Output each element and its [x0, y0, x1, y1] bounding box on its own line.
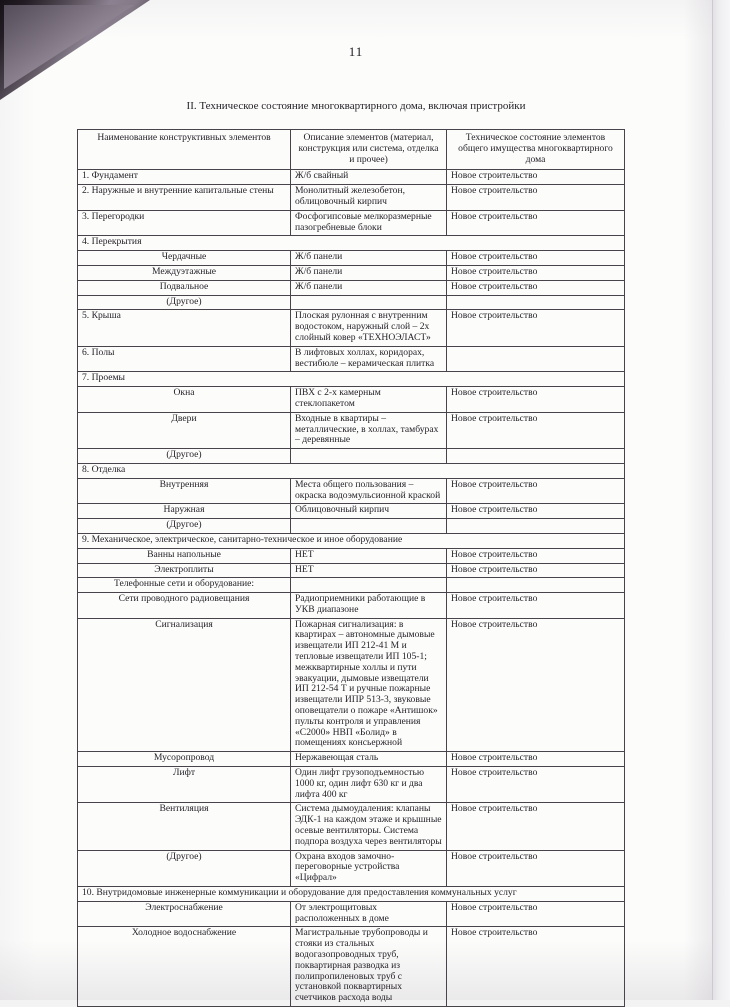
- table-row: [78, 519, 625, 534]
- section-row: [78, 236, 625, 251]
- element-description-cell: НЕТ: [291, 548, 447, 563]
- element-status-cell: [447, 578, 625, 593]
- table-row: [78, 548, 625, 563]
- table-row: [78, 927, 625, 1007]
- section-row: [78, 533, 625, 548]
- table-row: [78, 618, 625, 752]
- table-row: [78, 449, 625, 464]
- element-name-cell: Сигнализация: [78, 618, 291, 752]
- element-status-cell: Новое строительство: [447, 850, 625, 886]
- column-header-technical-state: Техническое состояние элементов общего имущества многоквартирного дома: [447, 130, 625, 170]
- element-description-cell: Нержавеющая сталь: [291, 752, 447, 767]
- table-row: [78, 210, 625, 236]
- element-description-cell: [291, 449, 447, 464]
- element-description-cell: Ж/б свайный: [291, 170, 447, 185]
- element-name-cell: 5. Крыша: [78, 310, 291, 346]
- table-row: [78, 578, 625, 593]
- element-name-cell: Ванны напольные: [78, 548, 291, 563]
- element-status-cell: [447, 346, 625, 372]
- element-name-cell: (Другое): [78, 449, 291, 464]
- section-row: [78, 463, 625, 478]
- element-name-cell: Мусоропровод: [78, 752, 291, 767]
- element-name-cell: 2. Наружные и внутренние капитальные стены: [78, 185, 291, 211]
- section-row: [78, 887, 625, 902]
- element-status-cell: Новое строительство: [447, 310, 625, 346]
- element-status-cell: Новое строительство: [447, 927, 625, 1007]
- table-row: [78, 185, 625, 211]
- table-row: [78, 803, 625, 850]
- table-header-row: [78, 130, 625, 170]
- element-description-cell: НЕТ: [291, 563, 447, 578]
- element-status-cell: Новое строительство: [447, 210, 625, 236]
- element-status-cell: Новое строительство: [447, 170, 625, 185]
- element-description-cell: Входные в квартиры – металлические, в холлах, тамбурах – деревянные: [291, 412, 447, 448]
- element-description-cell: В лифтовых холлах, коридорах, вестибюле – керамическая плитка: [291, 346, 447, 372]
- element-description-cell: ПВХ с 2-х камерным стеклопакетом: [291, 387, 447, 413]
- table-row: [78, 265, 625, 280]
- table-row: [78, 504, 625, 519]
- technical-state-table: [77, 129, 625, 1007]
- column-header-element-name: Наименование конструктивных элементов: [78, 130, 291, 170]
- table-row: [78, 901, 625, 927]
- table-row: [78, 752, 625, 767]
- element-name-cell: (Другое): [78, 295, 291, 310]
- element-description-cell: Облицовочный кирпич: [291, 504, 447, 519]
- element-status-cell: Новое строительство: [447, 504, 625, 519]
- table-row: [78, 346, 625, 372]
- element-name-cell: Наружная: [78, 504, 291, 519]
- section-label: 4. Перекрытия: [78, 236, 625, 251]
- element-description-cell: Магистральные трубопроводы и стояки из стальных водогазопроводных труб, поквартирная разводка из полипропиленовых труб с установкой поквартирных счетчиков расхода воды: [291, 927, 447, 1007]
- table-row: [78, 387, 625, 413]
- table-row: [78, 170, 625, 185]
- element-description-cell: Монолитный железобетон, облицовочный кирпич: [291, 185, 447, 211]
- scanner-bed-margin: [713, 0, 730, 1000]
- element-status-cell: Новое строительство: [447, 901, 625, 927]
- element-status-cell: [447, 295, 625, 310]
- element-description-cell: От электрощитовых расположенных в доме: [291, 901, 447, 927]
- element-status-cell: Новое строительство: [447, 478, 625, 504]
- element-name-cell: (Другое): [78, 519, 291, 534]
- element-description-cell: Плоская рулонная с внутренним водостоком, наружный слой – 2х слойный ковер «ТЕХНОЭЛАСТ»: [291, 310, 447, 346]
- element-description-cell: Один лифт грузоподъемностью 1000 кг, один лифт 630 кг и два лифта 400 кг: [291, 767, 447, 803]
- element-status-cell: [447, 519, 625, 534]
- element-description-cell: Ж/б панели: [291, 280, 447, 295]
- element-status-cell: Новое строительство: [447, 280, 625, 295]
- section-title: II. Техническое состояние многоквартирного дома, включая пристройки: [186, 100, 526, 112]
- element-name-cell: Электроплиты: [78, 563, 291, 578]
- section-label: 9. Механическое, электрическое, санитарно-техническое и иное оборудование: [78, 533, 625, 548]
- element-description-cell: Ж/б панели: [291, 265, 447, 280]
- element-status-cell: Новое строительство: [447, 265, 625, 280]
- table-row: [78, 251, 625, 266]
- element-status-cell: Новое строительство: [447, 803, 625, 850]
- section-label: 10. Внутридомовые инженерные коммуникации и оборудование для предоставления коммунальных услуг: [78, 887, 625, 902]
- element-description-cell: Ж/б панели: [291, 251, 447, 266]
- element-description-cell: Места общего пользования – окраска водоэмульсионной краской: [291, 478, 447, 504]
- element-status-cell: Новое строительство: [447, 563, 625, 578]
- element-name-cell: Электроснабжение: [78, 901, 291, 927]
- element-status-cell: Новое строительство: [447, 185, 625, 211]
- table-row: [78, 850, 625, 886]
- element-name-cell: Телефонные сети и оборудование:: [78, 578, 291, 593]
- element-status-cell: Новое строительство: [447, 767, 625, 803]
- table-row: [78, 593, 625, 619]
- element-description-cell: [291, 578, 447, 593]
- page-number: 11: [348, 44, 364, 59]
- table-row: [78, 310, 625, 346]
- element-name-cell: 1. Фундамент: [78, 170, 291, 185]
- element-description-cell: Охрана входов замочно-переговорные устройства «Цифрал»: [291, 850, 447, 886]
- element-name-cell: Междуэтажные: [78, 265, 291, 280]
- element-name-cell: Вентиляция: [78, 803, 291, 850]
- table-row: [78, 767, 625, 803]
- element-name-cell: Подвальное: [78, 280, 291, 295]
- section-row: [78, 372, 625, 387]
- element-status-cell: [447, 449, 625, 464]
- element-name-cell: Окна: [78, 387, 291, 413]
- table-row: [78, 478, 625, 504]
- element-name-cell: Лифт: [78, 767, 291, 803]
- element-status-cell: Новое строительство: [447, 548, 625, 563]
- element-status-cell: Новое строительство: [447, 752, 625, 767]
- column-header-description: Описание элементов (материал, конструкция или система, отделка и прочее): [291, 130, 447, 170]
- table-row: [78, 295, 625, 310]
- element-name-cell: 6. Полы: [78, 346, 291, 372]
- element-name-cell: (Другое): [78, 850, 291, 886]
- element-name-cell: Двери: [78, 412, 291, 448]
- element-description-cell: [291, 295, 447, 310]
- element-status-cell: Новое строительство: [447, 412, 625, 448]
- element-status-cell: Новое строительство: [447, 593, 625, 619]
- element-name-cell: Внутренняя: [78, 478, 291, 504]
- table-header: [78, 130, 625, 170]
- element-name-cell: Сети проводного радиовещания: [78, 593, 291, 619]
- element-name-cell: 3. Перегородки: [78, 210, 291, 236]
- element-status-cell: Новое строительство: [447, 387, 625, 413]
- element-name-cell: Чердачные: [78, 251, 291, 266]
- element-name-cell: Холодное водоснабжение: [78, 927, 291, 1007]
- table-row: [78, 563, 625, 578]
- element-description-cell: Фосфогипсовые мелкоразмерные пазогребневые блоки: [291, 210, 447, 236]
- element-status-cell: Новое строительство: [447, 618, 625, 752]
- section-label: 7. Проемы: [78, 372, 625, 387]
- element-description-cell: Пожарная сигнализация: в квартирах – автономные дымовые извещатели ИП 212-41 М и тепловые извещатели ИП 105-1; межквартирные холлы и пути эвакуации, дымовые извещатели ИП 212-54 Т и ручные пожарные извещатели ИПР 513-3, звуковые оповещатели о пожаре «Антишок» пульты контроля и управления «С2000» НВП «Болид» в помещениях консьержной: [291, 618, 447, 752]
- element-description-cell: Радиоприемники работающие в УКВ диапазоне: [291, 593, 447, 619]
- table-body: [78, 170, 625, 1007]
- table-row: [78, 412, 625, 448]
- section-label: 8. Отделка: [78, 463, 625, 478]
- table-row: [78, 280, 625, 295]
- element-description-cell: [291, 519, 447, 534]
- element-description-cell: Система дымоудаления: клапаны ЭДК-1 на каждом этаже и крышные осевые вентиляторы. Система подпора воздуха через вентиляторы: [291, 803, 447, 850]
- element-status-cell: Новое строительство: [447, 251, 625, 266]
